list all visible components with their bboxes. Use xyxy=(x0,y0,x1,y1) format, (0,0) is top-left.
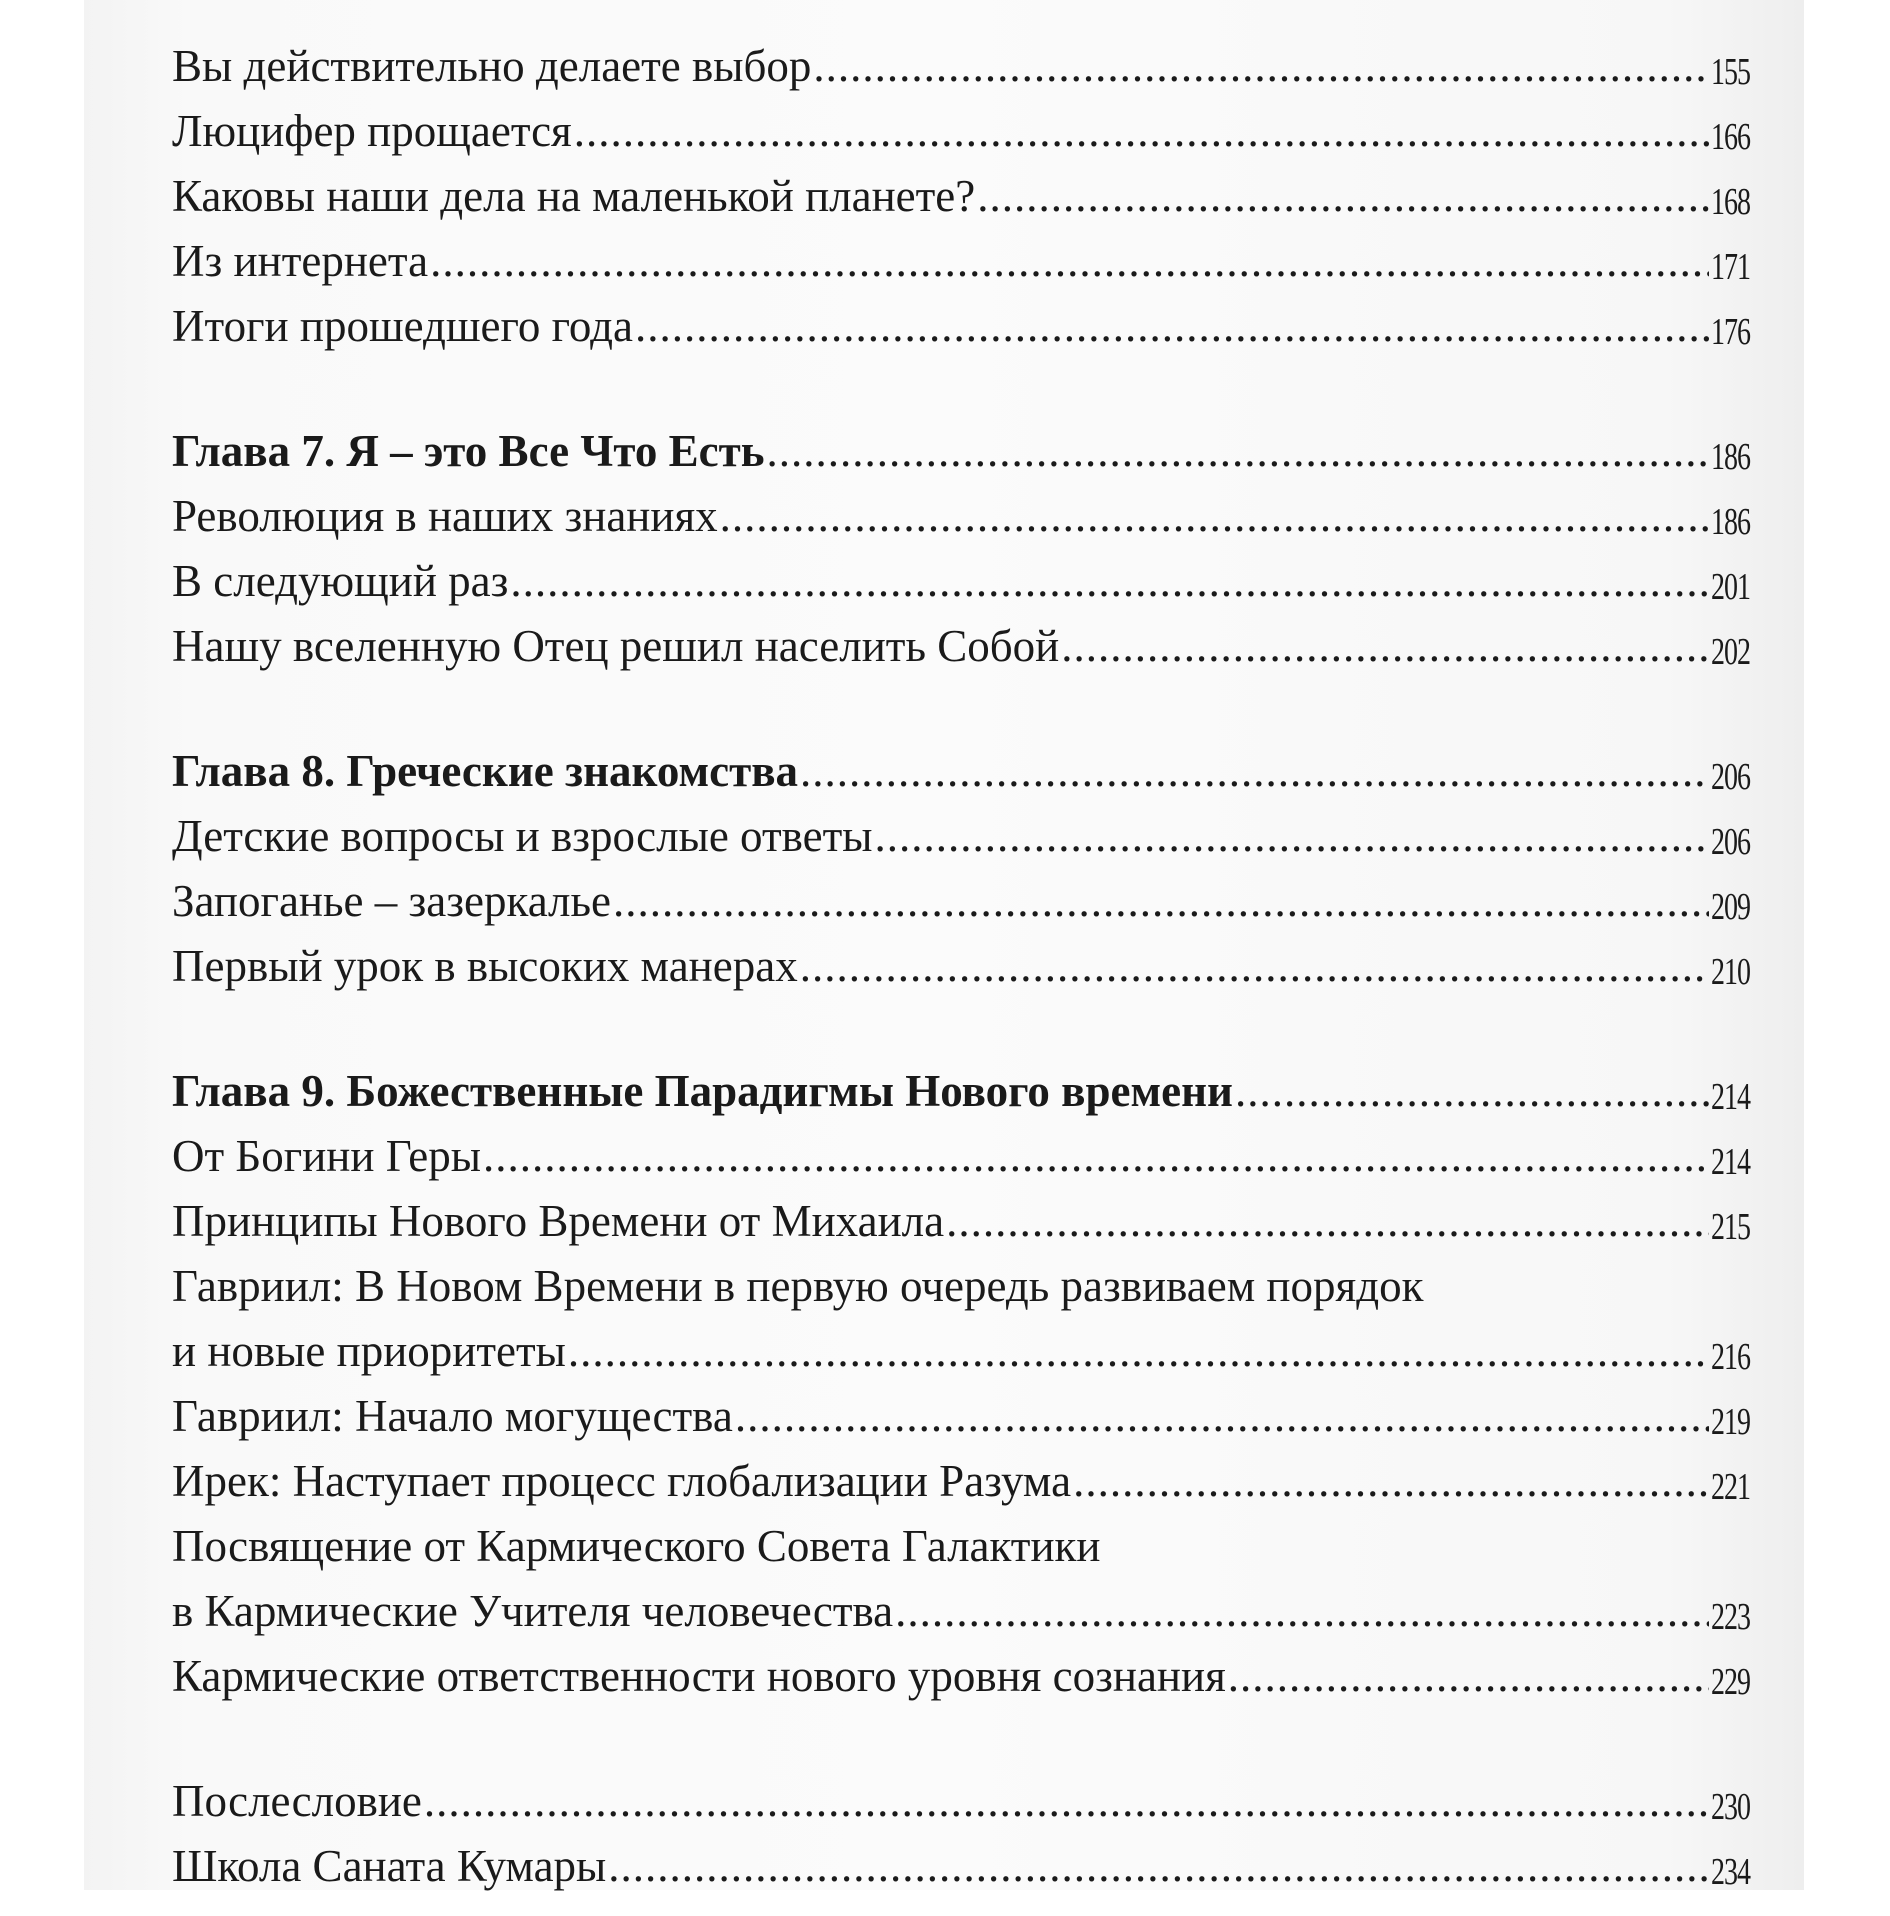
toc-entry-title: Первый урок в высоких манерах xyxy=(172,941,798,991)
toc-page-number: 214 xyxy=(1711,1141,1750,1184)
page-margin xyxy=(1804,0,1890,1890)
toc-entry xyxy=(172,934,1750,999)
toc-entry-title-continued: и новые приоритеты xyxy=(172,1326,566,1376)
dot-leader xyxy=(735,1384,1709,1449)
toc-page-number: 210 xyxy=(1711,951,1750,994)
toc-entry xyxy=(172,229,1750,294)
toc-entry-title: От Богини Геры xyxy=(172,1131,482,1181)
toc-entry xyxy=(172,164,1750,229)
toc-entry-title: Из интернета xyxy=(172,236,429,286)
dot-leader xyxy=(895,1579,1709,1644)
toc-entry xyxy=(172,1449,1750,1514)
toc-entry-first-line xyxy=(172,1254,1750,1319)
dot-leader xyxy=(1061,614,1709,679)
toc-page-number: 229 xyxy=(1711,1661,1750,1704)
toc-entry xyxy=(172,99,1750,164)
toc-page-number: 214 xyxy=(1711,1076,1750,1119)
toc-entry-title: Посвящение от Кармического Совета Галактики xyxy=(172,1521,1101,1571)
toc-page-number: 171 xyxy=(1711,246,1750,289)
toc-entry-title: Вы действительно делаете выбор xyxy=(172,41,812,91)
chapter-title: Глава 7. Я – это Все Что Есть xyxy=(172,426,765,476)
toc-entry-title: Школа Саната Кумары xyxy=(172,1841,607,1891)
toc-page-number: 230 xyxy=(1711,1786,1750,1829)
toc-entry-title-continued: в Кармические Учителя человечества xyxy=(172,1586,894,1636)
toc-entry-title: Кармические ответственности нового уровня сознания xyxy=(172,1651,1226,1701)
toc-entry-title: Революция в наших знаниях xyxy=(172,491,718,541)
toc-entry xyxy=(172,294,1750,359)
toc-entry xyxy=(172,869,1750,934)
dot-leader xyxy=(946,1189,1709,1254)
toc-entry xyxy=(172,1319,1750,1384)
dot-leader xyxy=(720,484,1709,549)
dot-leader xyxy=(977,164,1709,229)
toc-entry-title: Каковы наши дела на маленькой планете? xyxy=(172,171,976,221)
section-gap xyxy=(172,359,1750,419)
dot-leader xyxy=(800,739,1709,804)
toc-page-number: 202 xyxy=(1711,631,1750,674)
toc-entry-title: Нашу вселенную Отец решил населить Собой xyxy=(172,621,1060,671)
dot-leader xyxy=(483,1124,1709,1189)
toc-page-number: 234 xyxy=(1711,1851,1750,1894)
toc-entry xyxy=(172,1124,1750,1189)
toc-page-number: 216 xyxy=(1711,1336,1750,1379)
toc-page-number: 168 xyxy=(1711,181,1750,224)
toc-page-number: 221 xyxy=(1711,1466,1750,1509)
table-of-contents xyxy=(172,34,1750,1899)
toc-entry-title: Принципы Нового Времени от Михаила xyxy=(172,1196,945,1246)
toc-page-number: 223 xyxy=(1711,1596,1750,1639)
section-gap xyxy=(172,679,1750,739)
toc-page-number: 219 xyxy=(1711,1401,1750,1444)
section-gap xyxy=(172,999,1750,1059)
toc-page-number: 155 xyxy=(1711,51,1750,94)
toc-page-number: 176 xyxy=(1711,311,1750,354)
toc-page-number: 209 xyxy=(1711,886,1750,929)
dot-leader xyxy=(608,1834,1709,1899)
toc-entry xyxy=(172,1189,1750,1254)
toc-entry xyxy=(172,614,1750,679)
chapter-title: Глава 9. Божественные Парадигмы Нового времени xyxy=(172,1066,1233,1116)
toc-entry xyxy=(172,1384,1750,1449)
dot-leader xyxy=(1073,1449,1709,1514)
toc-entry-title: Запоганье – зазеркалье xyxy=(172,876,612,926)
toc-page-number: 186 xyxy=(1711,436,1750,479)
toc-entry xyxy=(172,34,1750,99)
dot-leader xyxy=(510,549,1709,614)
chapter-title: Глава 8. Греческие знакомства xyxy=(172,746,799,796)
dot-leader xyxy=(635,294,1709,359)
toc-page-number: 166 xyxy=(1711,116,1750,159)
toc-entry-title: Гавриил: Начало могущества xyxy=(172,1391,733,1441)
toc-entry-title: В следующий раз xyxy=(172,556,509,606)
toc-chapter-heading xyxy=(172,1059,1750,1124)
dot-leader xyxy=(430,229,1709,294)
toc-entry-title: Ирек: Наступает процесс глобализации Разума xyxy=(172,1456,1072,1506)
toc-entry-title: Люцифер прощается xyxy=(172,106,572,156)
dot-leader xyxy=(568,1319,1709,1384)
toc-page-number: 201 xyxy=(1711,566,1750,609)
dot-leader xyxy=(1235,1059,1709,1124)
toc-page-number: 215 xyxy=(1711,1206,1750,1249)
toc-entry-title: Итоги прошедшего года xyxy=(172,301,633,351)
dot-leader xyxy=(767,419,1710,484)
dot-leader xyxy=(424,1769,1709,1834)
toc-chapter-heading xyxy=(172,739,1750,804)
toc-entry xyxy=(172,1644,1750,1709)
toc-chapter-heading xyxy=(172,419,1750,484)
toc-entry xyxy=(172,1769,1750,1834)
toc-entry xyxy=(172,484,1750,549)
toc-entry-title: Послесловие xyxy=(172,1776,422,1826)
toc-entry xyxy=(172,549,1750,614)
dot-leader xyxy=(800,934,1709,999)
toc-entry-title: Гавриил: В Новом Времени в первую очередь развиваем порядок xyxy=(172,1261,1424,1311)
toc-page-number: 206 xyxy=(1711,756,1750,799)
toc-entry-first-line xyxy=(172,1514,1750,1579)
dot-leader xyxy=(813,34,1709,99)
toc-entry xyxy=(172,804,1750,869)
toc-entry xyxy=(172,1834,1750,1899)
toc-entry-title: Детские вопросы и взрослые ответы xyxy=(172,811,873,861)
toc-entry xyxy=(172,1579,1750,1644)
toc-page-number: 206 xyxy=(1711,821,1750,864)
dot-leader xyxy=(574,99,1709,164)
dot-leader xyxy=(1228,1644,1709,1709)
dot-leader xyxy=(874,804,1709,869)
dot-leader xyxy=(613,869,1709,934)
section-gap xyxy=(172,1709,1750,1769)
toc-page-number: 186 xyxy=(1711,501,1750,544)
